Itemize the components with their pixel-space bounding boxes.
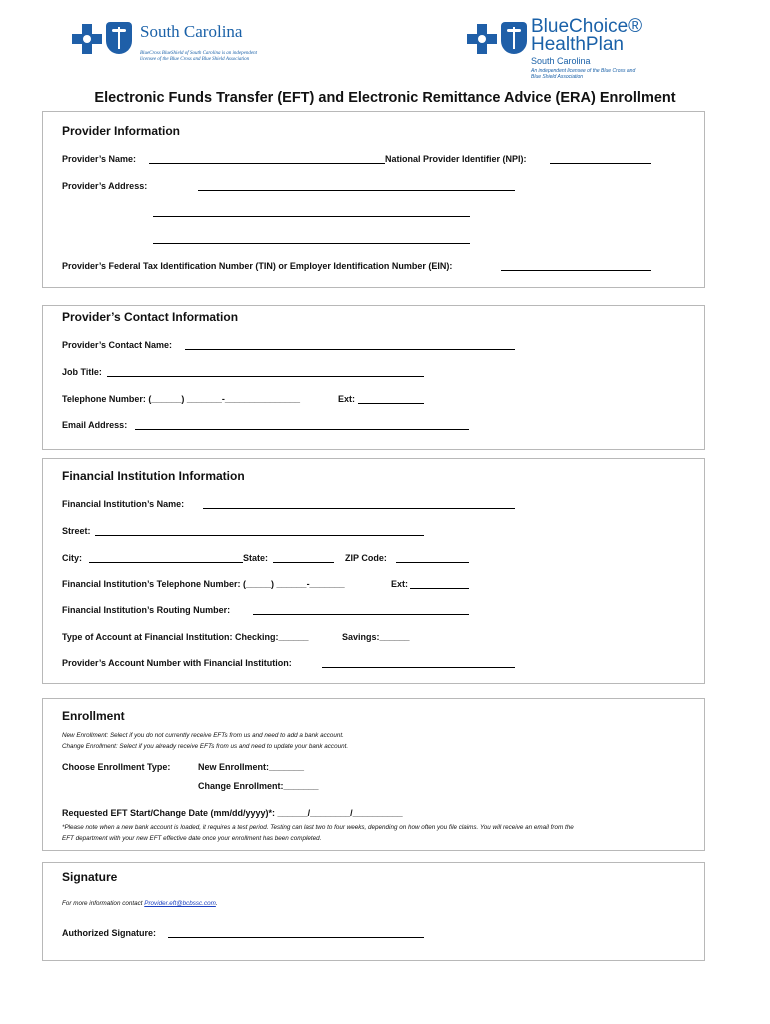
- provider-information-section: [42, 111, 705, 288]
- email-label: Email Address:: [62, 420, 128, 430]
- institution-telephone-field[interactable]: Financial Institution’s Telephone Number: (_____) ______-_______: [62, 579, 345, 589]
- test-period-footnote-continued: EFT department with your new EFT effective date once your enrollment has been completed.: [62, 835, 322, 842]
- provider-address-line-1[interactable]: [198, 190, 515, 191]
- contact-name-label: Provider’s Contact Name:: [62, 340, 173, 350]
- section-heading: Provider Information: [62, 124, 181, 138]
- contact-information-section: [42, 305, 705, 450]
- authorized-signature-label: Authorized Signature:: [62, 928, 156, 938]
- institution-name-field[interactable]: [203, 508, 515, 509]
- section-heading: Enrollment: [62, 709, 125, 723]
- contact-info-note: For more information contact Provider.eft@bcbssc.com.: [62, 900, 218, 907]
- street-field[interactable]: [95, 535, 424, 536]
- blue-shield-icon: [106, 22, 132, 54]
- provider-name-label: Provider’s Name:: [62, 154, 137, 164]
- city-field[interactable]: [89, 562, 243, 563]
- routing-number-label: Financial Institution’s Routing Number:: [62, 605, 231, 615]
- routing-number-field[interactable]: [253, 614, 469, 615]
- account-number-field[interactable]: [322, 667, 515, 668]
- eft-date-field[interactable]: Requested EFT Start/Change Date (mm/dd/yyyy)*: ______/________/__________: [62, 808, 403, 818]
- telephone-field[interactable]: Telephone Number: (______) _______-_______________: [62, 394, 300, 404]
- provider-address-line-3[interactable]: [153, 243, 470, 244]
- checking-option[interactable]: Type of Account at Financial Institution: Checking:______: [62, 632, 309, 642]
- savings-option[interactable]: Savings:______: [342, 632, 410, 642]
- section-heading: Signature: [62, 870, 118, 884]
- authorized-signature-field[interactable]: [168, 937, 424, 938]
- enrollment-type-label: Choose Enrollment Type:: [62, 762, 171, 772]
- ext-field[interactable]: [358, 403, 424, 404]
- bcbs-south-carolina-logo: [70, 18, 310, 76]
- financial-institution-section: [42, 458, 705, 684]
- institution-ext-label: Ext:: [391, 579, 409, 589]
- contact-name-field[interactable]: [185, 349, 515, 350]
- blue-shield-icon: [501, 22, 527, 54]
- logo-tagline: BlueCross BlueShield of South Carolina is an independent licensee of the Blue Cross and Blue Shield Association: [140, 51, 257, 62]
- ext-label: Ext:: [338, 394, 356, 404]
- page-title: Electronic Funds Transfer (EFT) and Electronic Remittance Advice (ERA) Enrollment: [94, 90, 676, 106]
- provider-address-label: Provider’s Address:: [62, 181, 148, 191]
- section-heading: Provider’s Contact Information: [62, 310, 239, 324]
- email-field[interactable]: [135, 429, 469, 430]
- new-enrollment-option[interactable]: New Enrollment:_______: [198, 762, 305, 772]
- section-heading: Financial Institution Information: [62, 469, 245, 483]
- provider-address-line-2[interactable]: [153, 216, 470, 217]
- logo-state: South Carolina: [531, 56, 591, 66]
- job-title-field[interactable]: [107, 376, 424, 377]
- institution-ext-field[interactable]: [410, 588, 469, 589]
- state-label: State:: [243, 553, 269, 563]
- tin-ein-field[interactable]: [501, 270, 651, 271]
- test-period-footnote: *Please note when a new bank account is loaded, it requires a test period. Testing can last two to four weeks, depending on how often you file claims. You will receive an email from the: [62, 824, 574, 831]
- change-enrollment-option[interactable]: Change Enrollment:_______: [198, 781, 319, 791]
- tin-ein-label: Provider’s Federal Tax Identification Number (TIN) or Employer Identification Number (EIN):: [62, 261, 453, 271]
- account-number-label: Provider’s Account Number with Financial Institution:: [62, 658, 292, 668]
- bluechoice-healthplan-logo: [465, 18, 705, 84]
- signature-section: [42, 862, 705, 961]
- new-enrollment-note: New Enrollment: Select if you do not currently receive EFTs from us and need to add a bank account.: [62, 732, 344, 739]
- change-enrollment-note: Change Enrollment: Select if you already receive EFTs from us and need to update your bank account.: [62, 743, 349, 750]
- zip-label: ZIP Code:: [345, 553, 387, 563]
- institution-name-label: Financial Institution’s Name:: [62, 499, 185, 509]
- npi-label: National Provider Identifier (NPI):: [385, 154, 527, 164]
- city-label: City:: [62, 553, 82, 563]
- street-label: Street:: [62, 526, 91, 536]
- npi-field[interactable]: [550, 163, 651, 164]
- job-title-label: Job Title:: [62, 367, 102, 377]
- enrollment-section: [42, 698, 705, 851]
- blue-cross-icon: [72, 24, 102, 54]
- logo-state-name: South Carolina: [140, 22, 243, 41]
- provider-name-field[interactable]: [149, 163, 385, 164]
- logo-tagline: An independent licensee of the Blue Cross and Blue Shield Association: [531, 68, 636, 80]
- logo-brand-name: BlueChoice® HealthPlan: [531, 16, 643, 55]
- state-field[interactable]: [273, 562, 334, 563]
- contact-email-link[interactable]: Provider.eft@bcbssc.com: [144, 900, 216, 907]
- blue-cross-icon: [467, 24, 497, 54]
- zip-field[interactable]: [396, 562, 469, 563]
